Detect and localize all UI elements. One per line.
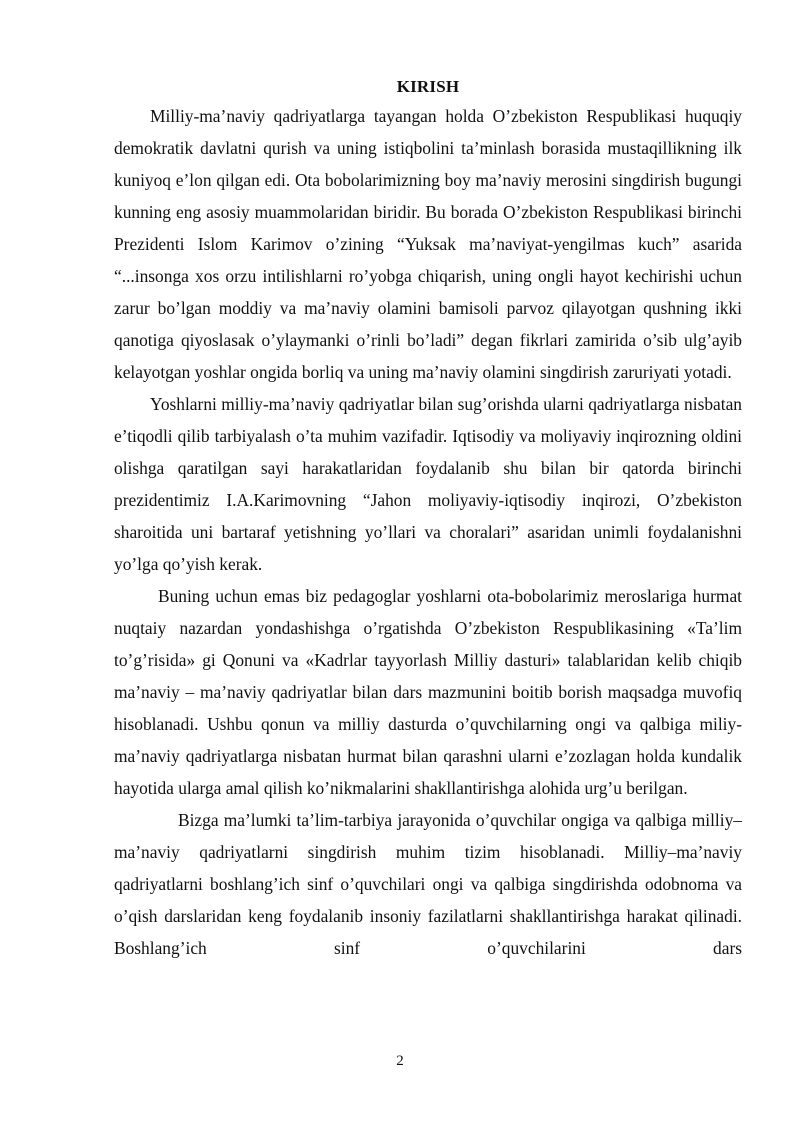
document-title: KIRISH: [396, 77, 460, 96]
paragraph-4: Bizga ma’lumki ta’lim-tarbiya jarayonida o’quvchilar ongiga va qalbiga milliy–ma’naviy qadriyatlarni singdirish muhim tizim hisoblanadi. Milliy–ma’naviy qadriyatlarni boshlang’ich sinf o’quvchilari ongi va qalbiga singdirishda odobnoma va o’qish darslaridan keng foydalanib insoniy fazilatlarni shakllantirishga harakat qilinadi. Boshlang’ich sinf o’quvchilarini dars: [114, 810, 742, 958]
paragraph-3: Buning uchun emas biz pedagoglar yoshlarni ota-bobolarimiz meroslariga hurmat nuqtaiy nazardan yondashishga o’rgatishda O’zbekiston Respublikasining «Ta’lim to’g’risida» gi Qonuni va «Kadrlar tayyorlash Milliy dasturi» talablaridan kelib chiqib ma’naviy – ma’naviy qadriyatlar bilan dars mazmunini boitib borish maqsadga muvofiq hisoblanadi. Ushbu qonun va milliy dasturda o’quvchilarning ongi va qalbiga miliy-ma’naviy qadriyatlarga nisbatan hurmat bilan qarashni ularni e’zozlagan holda kundalik hayotida ularga amal qilish ko’nikmalarini shakllantirishga alohida urg’u berilgan.: [114, 586, 742, 798]
page-number: 2: [396, 1053, 404, 1069]
paragraph-2: Yoshlarni milliy-ma’naviy qadriyatlar bilan sug’orishda ularni qadriyatlarga nisbatan e’tiqodli qilib tarbiyalash o’ta muhim vazifadir. Iqtisodiy va moliyaviy inqirozning oldini olishga qaratilgan sayi harakatlaridan foydalanib shu bilan bir qatorda birinchi prezidentimiz I.A.Karimovning “Jahon moliyaviy-iqtisodiy inqirozi, O’zbekiston sharoitida uni bartaraf yetishning yo’llari va choralari” asaridan unimli foydalanishni yo’lga qo’yish kerak.: [114, 394, 742, 574]
paragraph-1: Milliy-ma’naviy qadriyatlarga tayangan holda O’zbekiston Respublikasi huquqiy demokratik davlatni qurish va uning istiqbolini ta’minlash borasida mustaqillikning ilk kuniyoq e’lon qilgan edi. Ota bobolarimizning boy ma’naviy merosini singdirish bugungi kunning eng asosiy muammolaridan biridir. Bu borada O’zbekiston Respublikasi birinchi Prezidenti Islom Karimov o’zining “Yuksak ma’naviyat-yengilmas kuch” asarida “...insonga xos orzu intilishlarni ro’yobga chiqarish, uning ongli hayot kechirishi uchun zarur bo’lgan moddiy va ma’naviy olamini bamisoli parvoz qilayotgan qushning ikki qanotiga qiyoslasak o’ylaymanki o’rinli bo’ladi” degan fikrlari zamirida o’sib ulg’ayib kelayotgan yoshlar ongida borliq va uning ma’naviy olamini singdirish zaruriyati yotadi.: [114, 106, 742, 382]
document-page: [114, 76, 742, 964]
